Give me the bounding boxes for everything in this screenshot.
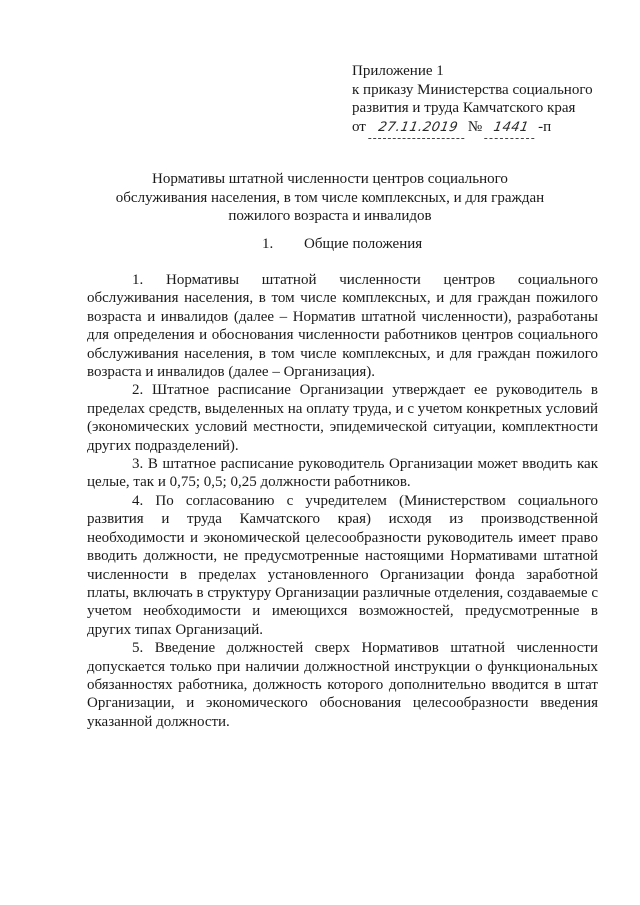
number-sign: № <box>467 118 483 135</box>
appendix-ministry: развития и труда Камчатского края <box>352 100 576 116</box>
appendix-label: Приложение 1 <box>352 63 444 79</box>
section-number: 1. <box>262 236 274 252</box>
from-prefix: от <box>352 118 366 135</box>
section-name: Общие положения <box>304 236 423 252</box>
paragraph-3: 3. В штатное расписание руководитель Организации может вводить как целые, так и 0,75; 0,5; 0,25 должности работников. <box>87 456 598 491</box>
paragraph-1: 1. Нормативы штатной численности центров социального обслуживания населения, в том числе комплексных, и для граждан пожилого возраста и инвалидов (далее – Норматив штатной численности), разработаны для определения и обоснования численности работников центров социального обслуживания населения, в том числе комплексных, и для граждан пожилого возраста и инвалидов (далее – Организация). <box>87 272 598 381</box>
paragraph-4: 4. По согласованию с учредителем (Министерством социального развития и труда Камчатского края) исходя из производственной необходимости и экономической целесообразности руководитель имеет право вводить должности, не предусмотренные настоящими Нормативами штатной численности в пределах установленного Организации фонда заработной платы, включать в структуру Организации различные отделения, создаваемые с учетом необходимости и имеющихся возможностей, предусмотренные в других типах Организаций. <box>87 492 598 638</box>
appendix-date-number <box>352 118 622 139</box>
number-suffix: -п <box>538 118 552 135</box>
paragraph-5: 5. Введение должностей сверх Нормативов штатной численности допускается только при наличии должностной инструкции о функциональных обязанностях работника, должность которого дополнительно вводится в штат Организации, и экономического обоснования целесообразности введения указанной должности. <box>87 640 598 730</box>
paragraph-2: 2. Штатное расписание Организации утверждает ее руководитель в пределах средств, выделенных на оплату труда, и с учетом конкретных условий (экономических условий местности, эпидемической ситуации, комплектности других подразделений). <box>87 382 598 454</box>
appendix-block <box>352 62 622 138</box>
appendix-order-ref: к приказу Министерства социального <box>352 81 593 98</box>
document-title: Нормативы штатной численности центров социального обслуживания населения, в том числе комплексных, и для граждан пожилого возраста и инвалидов <box>115 171 545 224</box>
document-body <box>87 271 598 731</box>
handwritten-date: 27.11.2019 <box>368 119 467 139</box>
handwritten-number: 1441 <box>484 119 537 139</box>
